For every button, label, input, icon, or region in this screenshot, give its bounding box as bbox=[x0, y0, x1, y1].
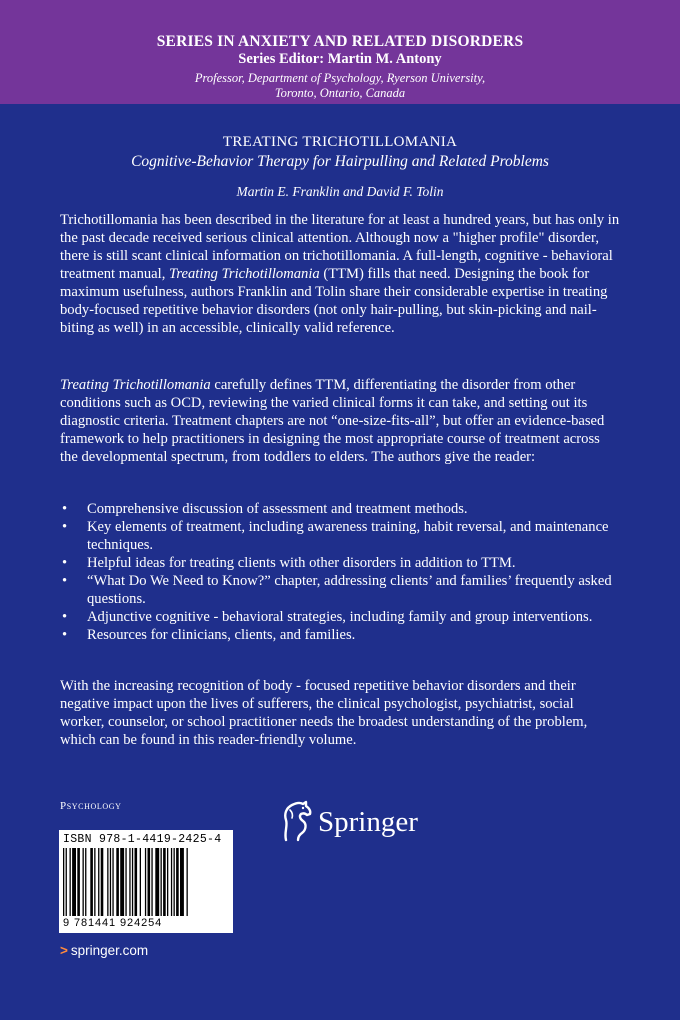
list-item bbox=[60, 500, 620, 518]
description-paragraph-3 bbox=[60, 677, 620, 749]
description-paragraph-2 bbox=[60, 376, 620, 466]
barcode-bar bbox=[187, 848, 188, 916]
barcode-bar bbox=[98, 848, 99, 916]
barcode-bar bbox=[125, 848, 126, 916]
para1-text-a: Trichotillomania has been described in the literature for at least a hundred years, but has only in the past decade received serious clinical attention. Although now a "higher profile" disorder, there is still scant clinical information on trichotillomania. A full-length, cognitive - behavioral treatment manual, bbox=[60, 212, 620, 282]
barcode-bar bbox=[112, 848, 113, 916]
bullet-icon: • bbox=[62, 519, 68, 535]
series-affiliation: Professor, Department of Psychology, Ryerson University, bbox=[194, 71, 486, 85]
bullet-icon: • bbox=[62, 501, 68, 517]
subject-category: Psychology bbox=[60, 800, 122, 812]
barcode-bar bbox=[85, 848, 86, 916]
isbn-label: ISBN 978-1-4419-2425-4 bbox=[63, 833, 222, 846]
para2-text: carefully defines TTM, differentiating the disorder from other conditions such as OCD, reviewing the varied clinical forms it can take, and setting out its diagnostic criteria. Treatment chapters are not “one-size-fits-all”, but offer an evidence-based framework to help practitioners in designing the most appropriate course of treatment across the developmental spectrum, from toddlers to elders. The authors give the reader: bbox=[60, 377, 605, 465]
series-affiliation-location: Toronto, Ontario, Canada bbox=[274, 86, 406, 100]
barcode-bar bbox=[180, 848, 184, 916]
arrow-icon: > bbox=[60, 943, 68, 958]
barcode-bar bbox=[171, 848, 172, 916]
para2-book-title: Treating Trichotillomania bbox=[60, 377, 211, 393]
barcode-bar bbox=[83, 848, 84, 916]
barcode-bar bbox=[66, 848, 67, 916]
list-item bbox=[60, 572, 620, 608]
barcode-bar bbox=[132, 848, 133, 916]
springer-horse-icon bbox=[276, 800, 314, 842]
book-title: TREATING TRICHOTILLOMANIA bbox=[222, 134, 458, 150]
list-item bbox=[60, 554, 620, 572]
bullet-icon: • bbox=[62, 573, 68, 589]
barcode-bar bbox=[70, 848, 71, 916]
publisher-name: Springer bbox=[318, 806, 418, 838]
barcode-bar bbox=[155, 848, 159, 916]
publisher-website[interactable] bbox=[60, 943, 148, 958]
barcode-bar bbox=[135, 848, 138, 916]
list-item-text: Resources for clinicians, clients, and families. bbox=[87, 627, 356, 643]
barcode-bar bbox=[77, 848, 80, 916]
barcode-bar bbox=[129, 848, 130, 916]
barcode-bar bbox=[148, 848, 151, 916]
series-editor: Series Editor: Martin M. Antony bbox=[238, 51, 442, 67]
list-item bbox=[60, 518, 620, 554]
barcode-bar bbox=[174, 848, 175, 916]
isbn-barcode bbox=[59, 830, 233, 933]
list-item-text: “What Do We Need to Know?” chapter, addressing clients’ and families’ frequently asked questions. bbox=[87, 573, 612, 607]
barcode-bar bbox=[116, 848, 119, 916]
website-url[interactable]: springer.com bbox=[70, 943, 149, 958]
list-item-text: Key elements of treatment, including awareness training, habit reversal, and maintenance techniques. bbox=[87, 519, 609, 553]
book-subtitle: Cognitive-Behavior Therapy for Hairpulling and Related Problems bbox=[131, 153, 549, 170]
barcode-bar bbox=[145, 848, 146, 916]
barcode-bar bbox=[176, 848, 179, 916]
barcode-number: 9 781441 924254 bbox=[63, 917, 163, 929]
series-title: SERIES IN ANXIETY AND RELATED DISORDERS bbox=[156, 33, 524, 50]
book-authors: Martin E. Franklin and David F. Tolin bbox=[236, 184, 444, 199]
list-item bbox=[60, 608, 620, 626]
barcode-bar bbox=[90, 848, 93, 916]
barcode-bar bbox=[151, 848, 152, 916]
para1-text-b: (TTM) fills that need. Designing the book for maximum usefulness, authors Franklin and Tolin share their considerable expertise in treating body-focused repetitive behavior disorders (not only hair-pulling, but skin-picking and nail-biting as well) in an accessible, clinically valid reference. bbox=[60, 266, 608, 336]
para1-book-title: Treating Trichotillomania bbox=[169, 266, 320, 282]
feature-list bbox=[60, 500, 620, 644]
barcode-bar bbox=[161, 848, 162, 916]
bullet-icon: • bbox=[62, 609, 68, 625]
series-banner bbox=[0, 0, 680, 104]
barcode-bar bbox=[107, 848, 108, 916]
para3-text: With the increasing recognition of body - focused repetitive behavior disorders and their negative impact upon the lives of sufferers, the clinical psychologist, psychiatrist, social worker, counselor, or school practitioner needs the broadest understanding of the problem, which can be found in this reader-friendly volume. bbox=[60, 678, 588, 748]
list-item-text: Adjunctive cognitive - behavioral strategies, including family and group interventions. bbox=[87, 609, 593, 625]
barcode-bar bbox=[163, 848, 166, 916]
barcode-icon bbox=[63, 848, 229, 916]
barcode-bar bbox=[63, 848, 64, 916]
list-item-text: Comprehensive discussion of assessment and treatment methods. bbox=[87, 501, 468, 517]
bullet-icon: • bbox=[62, 627, 68, 643]
bullet-icon: • bbox=[62, 555, 68, 571]
barcode-bar bbox=[101, 848, 104, 916]
publisher-logo bbox=[276, 800, 436, 844]
barcode-bar bbox=[167, 848, 168, 916]
barcode-bar bbox=[140, 848, 141, 916]
barcode-bar bbox=[94, 848, 95, 916]
list-item bbox=[60, 626, 620, 644]
list-item-text: Helpful ideas for treating clients with other disorders in addition to TTM. bbox=[87, 555, 516, 571]
barcode-bar bbox=[110, 848, 111, 916]
description-paragraph-1 bbox=[60, 211, 620, 337]
barcode-bar bbox=[72, 848, 76, 916]
barcode-bar bbox=[120, 848, 124, 916]
